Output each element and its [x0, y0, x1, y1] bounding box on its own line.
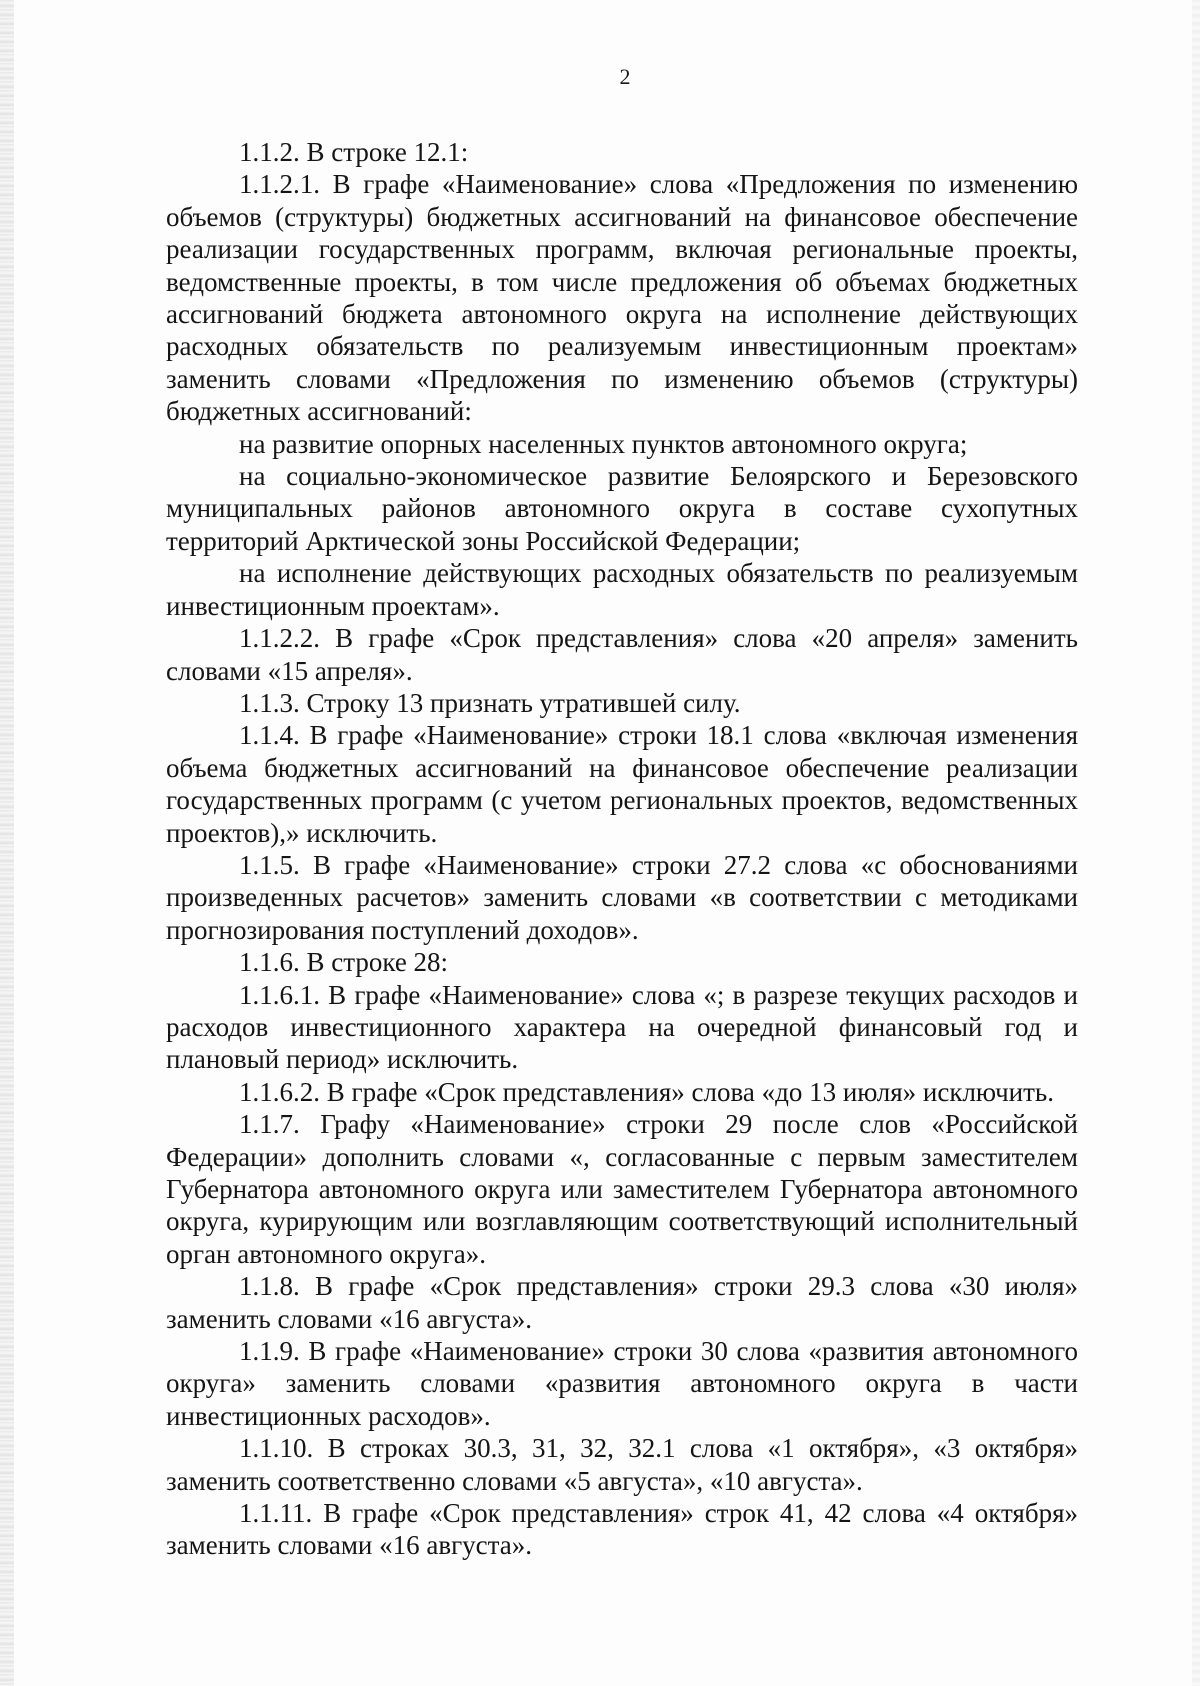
paragraph-1-1-5: 1.1.5. В графе «Наименование» строки 27.2 слова «с обоснованиями произведенных расчетов» заменить словами «в соответствии с методиками прогнозирования поступлений доходов».: [166, 849, 1078, 945]
paragraph-1-1-11: 1.1.11. В графе «Срок представления» строк 41, 42 слова «4 октября» заменить словами «16 августа».: [166, 1498, 1078, 1561]
page-number: 2: [619, 64, 631, 89]
paragraph-1-1-2-2: 1.1.2.2. В графе «Срок представления» слова «20 апреля» заменить словами «15 апреля».: [166, 623, 1078, 686]
paragraph-1-1-6-1: 1.1.6.1. В графе «Наименование» слова «; в разрезе текущих расходов и расходов инвестиционного характера на очередной финансовый год и плановый период» исключить.: [166, 979, 1078, 1075]
scan-edge-left: [0, 0, 14, 1686]
scan-edge-right: [1192, 0, 1200, 1686]
paragraph-1-1-6: 1.1.6. В строке 28:: [239, 947, 449, 978]
paragraph-1-1-9: 1.1.9. В графе «Наименование» строки 30 слова «развития автономного округа» заменить словами «развития автономного округа в части инвестиционных расходов».: [166, 1336, 1078, 1431]
paragraph-1-1-8: 1.1.8. В графе «Срок представления» строки 29.3 слова «30 июля» заменить словами «16 августа».: [166, 1271, 1078, 1334]
paragraph-1-1-2-1: 1.1.2.1. В графе «Наименование» слова «Предложения по изменению объемов (структуры) бюджетных ассигнований на финансовое обеспечение реализации государственных программ, включая региональные проекты, ведомственные проекты, в том числе предложения об объемах бюджетных ассигнований бюджета автономного округа на исполнение действующих расходных обязательств по реализуемым инвестиционным проектам» заменить словами «Предложения по изменению объемов (структуры) бюджетных ассигнований:: [166, 169, 1078, 427]
paragraph-arctic-districts: на социально-экономическое развитие Белоярского и Березовского муниципальных районов автономного округа в составе сухопутных территорий Арктической зоны Российской Федерации;: [166, 461, 1078, 556]
paragraph-1-1-2: 1.1.2. В строке 12.1:: [239, 137, 469, 167]
document-body: [166, 136, 1078, 1562]
paragraph-1-1-3: 1.1.3. Строку 13 признать утратившей силу.: [239, 687, 741, 718]
paragraph-investment-obligations: на исполнение действующих расходных обязательств по реализуемым инвестиционным проектам».: [166, 558, 1078, 621]
paragraph-1-1-7: 1.1.7. Графу «Наименование» строки 29 после слов «Российской Федерации» дополнить словами «, согласованные с первым заместителем Губернатора автономного округа или заместителем Губернатора автономного округа, курирующим или возглавляющим соответствующий исполнительный орган автономного округа».: [166, 1109, 1078, 1269]
paragraph-support-settlements: на развитие опорных населенных пунктов автономного округа;: [239, 428, 968, 459]
paragraph-1-1-10: 1.1.10. В строках 30.3, 31, 32, 32.1 слова «1 октября», «3 октября» заменить соответственно словами «5 августа», «10 августа».: [166, 1433, 1078, 1496]
paragraph-1-1-6-2: 1.1.6.2. В графе «Срок представления» слова «до 13 июля» исключить.: [239, 1076, 1054, 1107]
paragraph-1-1-4: 1.1.4. В графе «Наименование» строки 18.1 слова «включая изменения объема бюджетных ассигнований на финансовое обеспечение реализации государственных программ (с учетом региональных проектов, ведомственных проектов),» исключить.: [166, 720, 1078, 848]
